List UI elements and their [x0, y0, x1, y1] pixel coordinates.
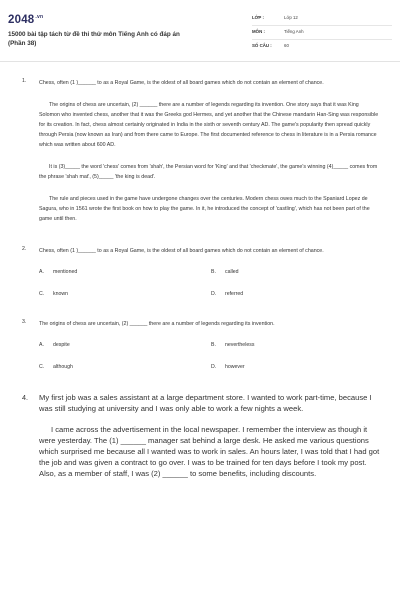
- question-number: 4.: [22, 393, 28, 402]
- option-a[interactable]: [39, 340, 70, 350]
- option-text: mentioned: [53, 269, 78, 275]
- option-key: D.: [211, 291, 217, 297]
- question-1: [0, 78, 400, 224]
- passage-paragraph: The rule and pieces used in the game have undergone changes over the centuries. Modern chess owes much to the Spaniard Lopez de Sagura, who in 1561 wrote the first book on how to play the game. In it, he introduced the concept of 'castling', which has not been part of the game until then.: [39, 196, 370, 222]
- option-d[interactable]: [211, 289, 243, 299]
- question-text: Chess, often (1 )______ to as a Royal Game, is the oldest of all board games which do not contain an element of chance.: [39, 248, 324, 254]
- option-a[interactable]: [39, 267, 77, 277]
- question-list: [0, 78, 400, 479]
- meta-value-grade: Lớp 12: [284, 15, 298, 20]
- document-header: [0, 0, 400, 62]
- meta-label-grade: LỚP :: [252, 15, 264, 20]
- passage-paragraph: It is (3)_____ the word 'chess' comes from 'shah', the Persian word for 'King' and that 'checkmate', the game's winning (4)_____ comes from the phrase 'shah mat', (5)_____ 'the king is dead'.: [39, 164, 378, 180]
- option-text: called: [225, 269, 239, 275]
- option-key: B.: [211, 269, 216, 275]
- option-text: nevertheless: [225, 342, 255, 348]
- logo-suffix: .vn: [35, 14, 44, 21]
- option-key: C.: [39, 291, 45, 297]
- meta-label-count: SỐ CÂU :: [252, 43, 272, 48]
- option-b[interactable]: [211, 340, 254, 350]
- option-b[interactable]: [211, 267, 239, 277]
- question-text: My first job was a sales assistant at a large department store. I wanted to work part-time, because I was still studying at university and I was only able to work a few nights a week.: [39, 393, 372, 413]
- option-c[interactable]: [39, 289, 68, 299]
- option-text: referred: [225, 291, 244, 297]
- option-key: C.: [39, 364, 45, 370]
- meta-row-subject: [252, 26, 392, 40]
- question-number: 2.: [22, 246, 27, 252]
- question-number: 3.: [22, 319, 27, 325]
- meta-value-subject: Tiếng Anh: [284, 29, 304, 34]
- option-key: B.: [211, 342, 216, 348]
- option-key: A.: [39, 342, 44, 348]
- answer-options: [39, 340, 380, 390]
- question-3: [0, 319, 400, 390]
- passage-paragraph: I came across the advertisement in the local newspaper. I remember the interview as though it were yesterday. The (1) ______ manager sat behind a large desk. He asked me various questions which surprised me because all I wanted was to work in sales. An hours later, I was told that I had got the job and was given a contract to go over. I was to be trained for ten days before I took my post. Also, as a member of staff, I was (2) ______ to some benefits, including discounts.: [39, 425, 380, 478]
- option-text: known: [53, 291, 68, 297]
- question-text: The origins of chess are uncertain, (2) ______ there are a number of legends regarding its invention.: [39, 321, 275, 327]
- passage-paragraph: The origins of chess are uncertain, (2) ______ there are a number of legends regarding its invention. One story says that it was King Solomon who invented chess, another that it was the Greeks god Hermes, and yet another that the Chinese mandarin Han-Sing was responsible for its creation. In fact, chess almost certainly originated in India in the sixth or seventh century AD. The game's popularity then spread quickly through Persia (now known as Iran) and from there came to Europe. The first documented reference to chess in literature is in a Persia romance which was written about 600 AD.: [39, 102, 379, 148]
- option-c[interactable]: [39, 362, 73, 372]
- question-2: [0, 246, 400, 317]
- document-meta: [252, 12, 392, 54]
- option-text: however: [225, 364, 245, 370]
- logo-text: 2048: [8, 14, 35, 26]
- question-number: 1.: [22, 78, 27, 84]
- document-title: [8, 31, 228, 48]
- option-key: D.: [211, 364, 217, 370]
- meta-label-subject: MÔN :: [252, 29, 265, 34]
- option-text: although: [53, 364, 73, 370]
- option-key: A.: [39, 269, 44, 275]
- option-d[interactable]: [211, 362, 245, 372]
- meta-value-count: 60: [284, 43, 289, 48]
- title-line-1: 15000 bài tập tách từ đề thi thử môn Tiếng Anh có đáp án: [8, 31, 180, 38]
- question-text: Chess, often (1 )______ to as a Royal Game, is the oldest of all board games which do not contain an element of chance.: [39, 80, 324, 86]
- option-text: despite: [53, 342, 70, 348]
- title-line-2: (Phần 38): [8, 39, 37, 47]
- answer-options: [39, 267, 380, 317]
- site-logo[interactable]: [8, 14, 43, 26]
- meta-row-count: [252, 40, 392, 54]
- meta-row-grade: [252, 12, 392, 26]
- question-4: [0, 392, 400, 479]
